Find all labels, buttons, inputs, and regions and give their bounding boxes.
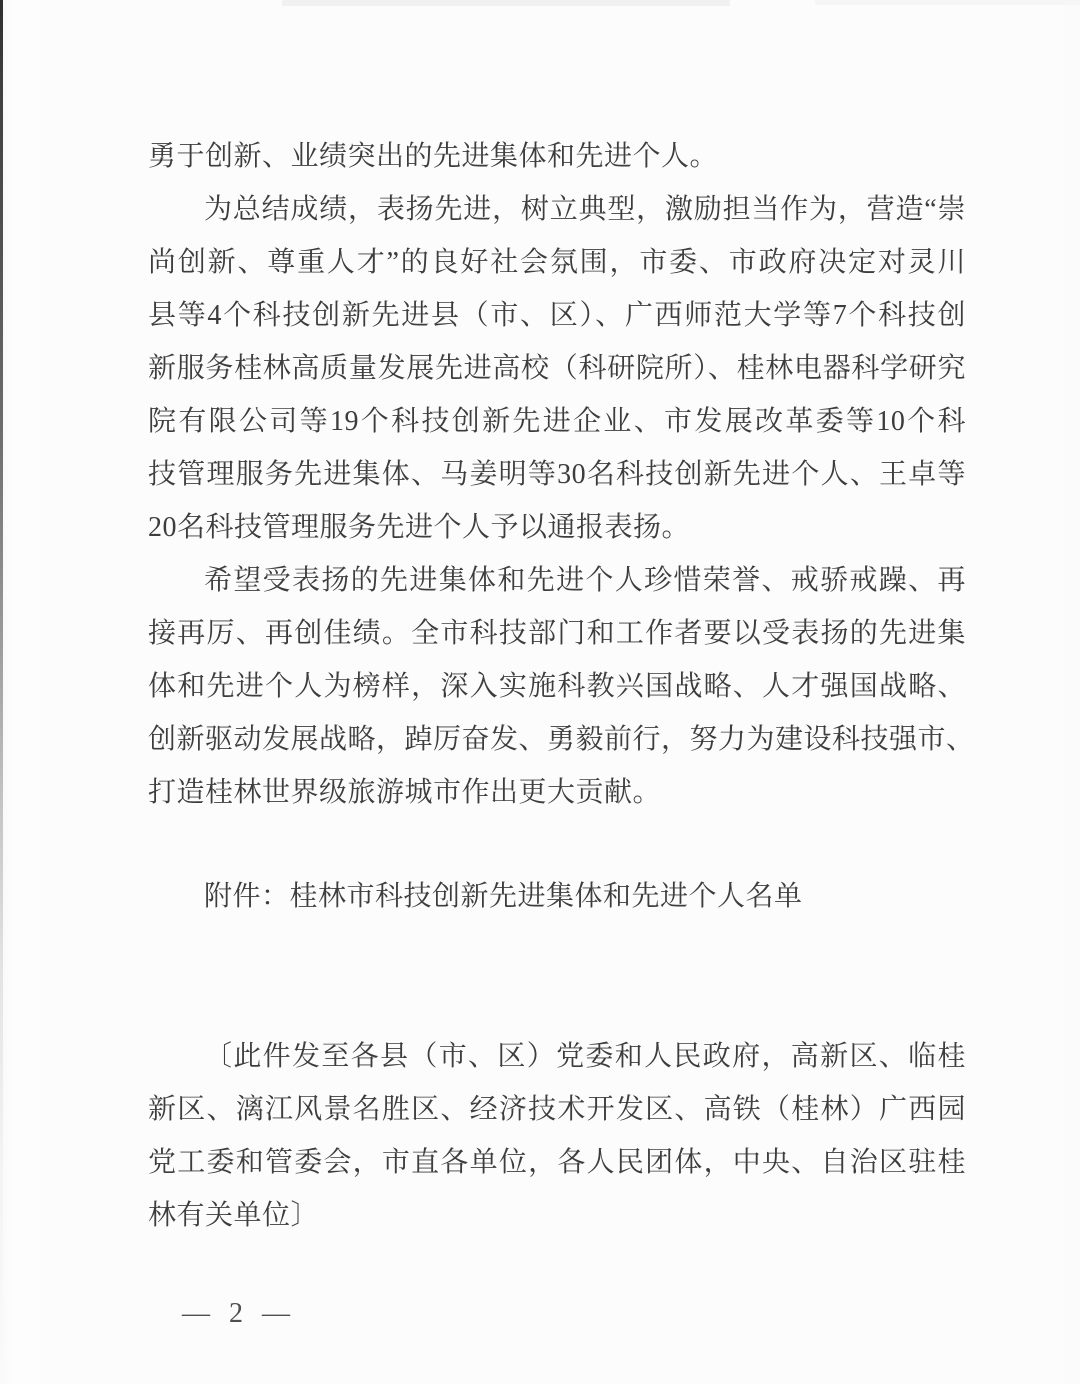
body-line-para2-7: 20名科技管理服务先进个人予以通报表扬。	[148, 512, 691, 543]
body-line-para2-6: 技管理服务先进集体、马姜明等30名科技创新先进个人、王卓等	[148, 459, 966, 490]
footer-right-dash: —	[262, 1298, 290, 1329]
body-line-para2-2: 尚创新、尊重人才”的良好社会氛围，市委、市政府决定对灵川	[148, 247, 966, 278]
body-line-para2-3: 县等4个科技创新先进县（市、区）、广西师范大学等7个科技创	[148, 300, 966, 331]
body-line-para3-4: 创新驱动发展战略，踔厉奋发、勇毅前行，努力为建设科技强市、	[148, 724, 975, 755]
page-footer	[182, 1298, 290, 1330]
scan-left-edge-artifact	[0, 0, 3, 1384]
distribution-line-2: 新区、漓江风景名胜区、经济技术开发区、高铁（桂林）广西园	[148, 1094, 966, 1125]
body-line-para3-1: 希望受表扬的先进集体和先进个人珍惜荣誉、戒骄戒躁、再	[204, 565, 966, 596]
distribution-line-4: 林有关单位〕	[148, 1200, 320, 1231]
footer-page-number: 2	[229, 1298, 243, 1329]
footer-left-dash: —	[182, 1298, 210, 1329]
distribution-line-1: 〔此件发至各县（市、区）党委和人民政府，高新区、临桂	[204, 1041, 966, 1072]
body-line-para2-1: 为总结成绩，表扬先进，树立典型，激励担当作为，营造“崇	[204, 194, 966, 225]
body-line-para3-2: 接再厉、再创佳绩。全市科技部门和工作者要以受表扬的先进集	[148, 618, 966, 649]
attachment-line: 附件：桂林市科技创新先进集体和先进个人名单	[204, 881, 803, 912]
document-body	[148, 130, 975, 1242]
body-line-para2-5: 院有限公司等19个科技创新先进企业、市发展改革委等10个科	[148, 406, 966, 437]
scan-top-edge-artifact	[282, 0, 730, 6]
body-line-para1-1: 勇于创新、业绩突出的先进集体和先进个人。	[148, 141, 719, 172]
body-line-para2-4: 新服务桂林高质量发展先进高校（科研院所）、桂林电器科学研究	[148, 353, 966, 384]
body-line-para3-5: 打造桂林世界级旅游城市作出更大贡献。	[148, 777, 662, 808]
body-line-para3-3: 体和先进个人为榜样，深入实施科教兴国战略、人才强国战略、	[148, 671, 966, 702]
scan-top-edge-artifact-right	[815, 0, 1080, 5]
distribution-line-3: 党工委和管委会，市直各单位，各人民团体，中央、自治区驻桂	[148, 1147, 966, 1178]
